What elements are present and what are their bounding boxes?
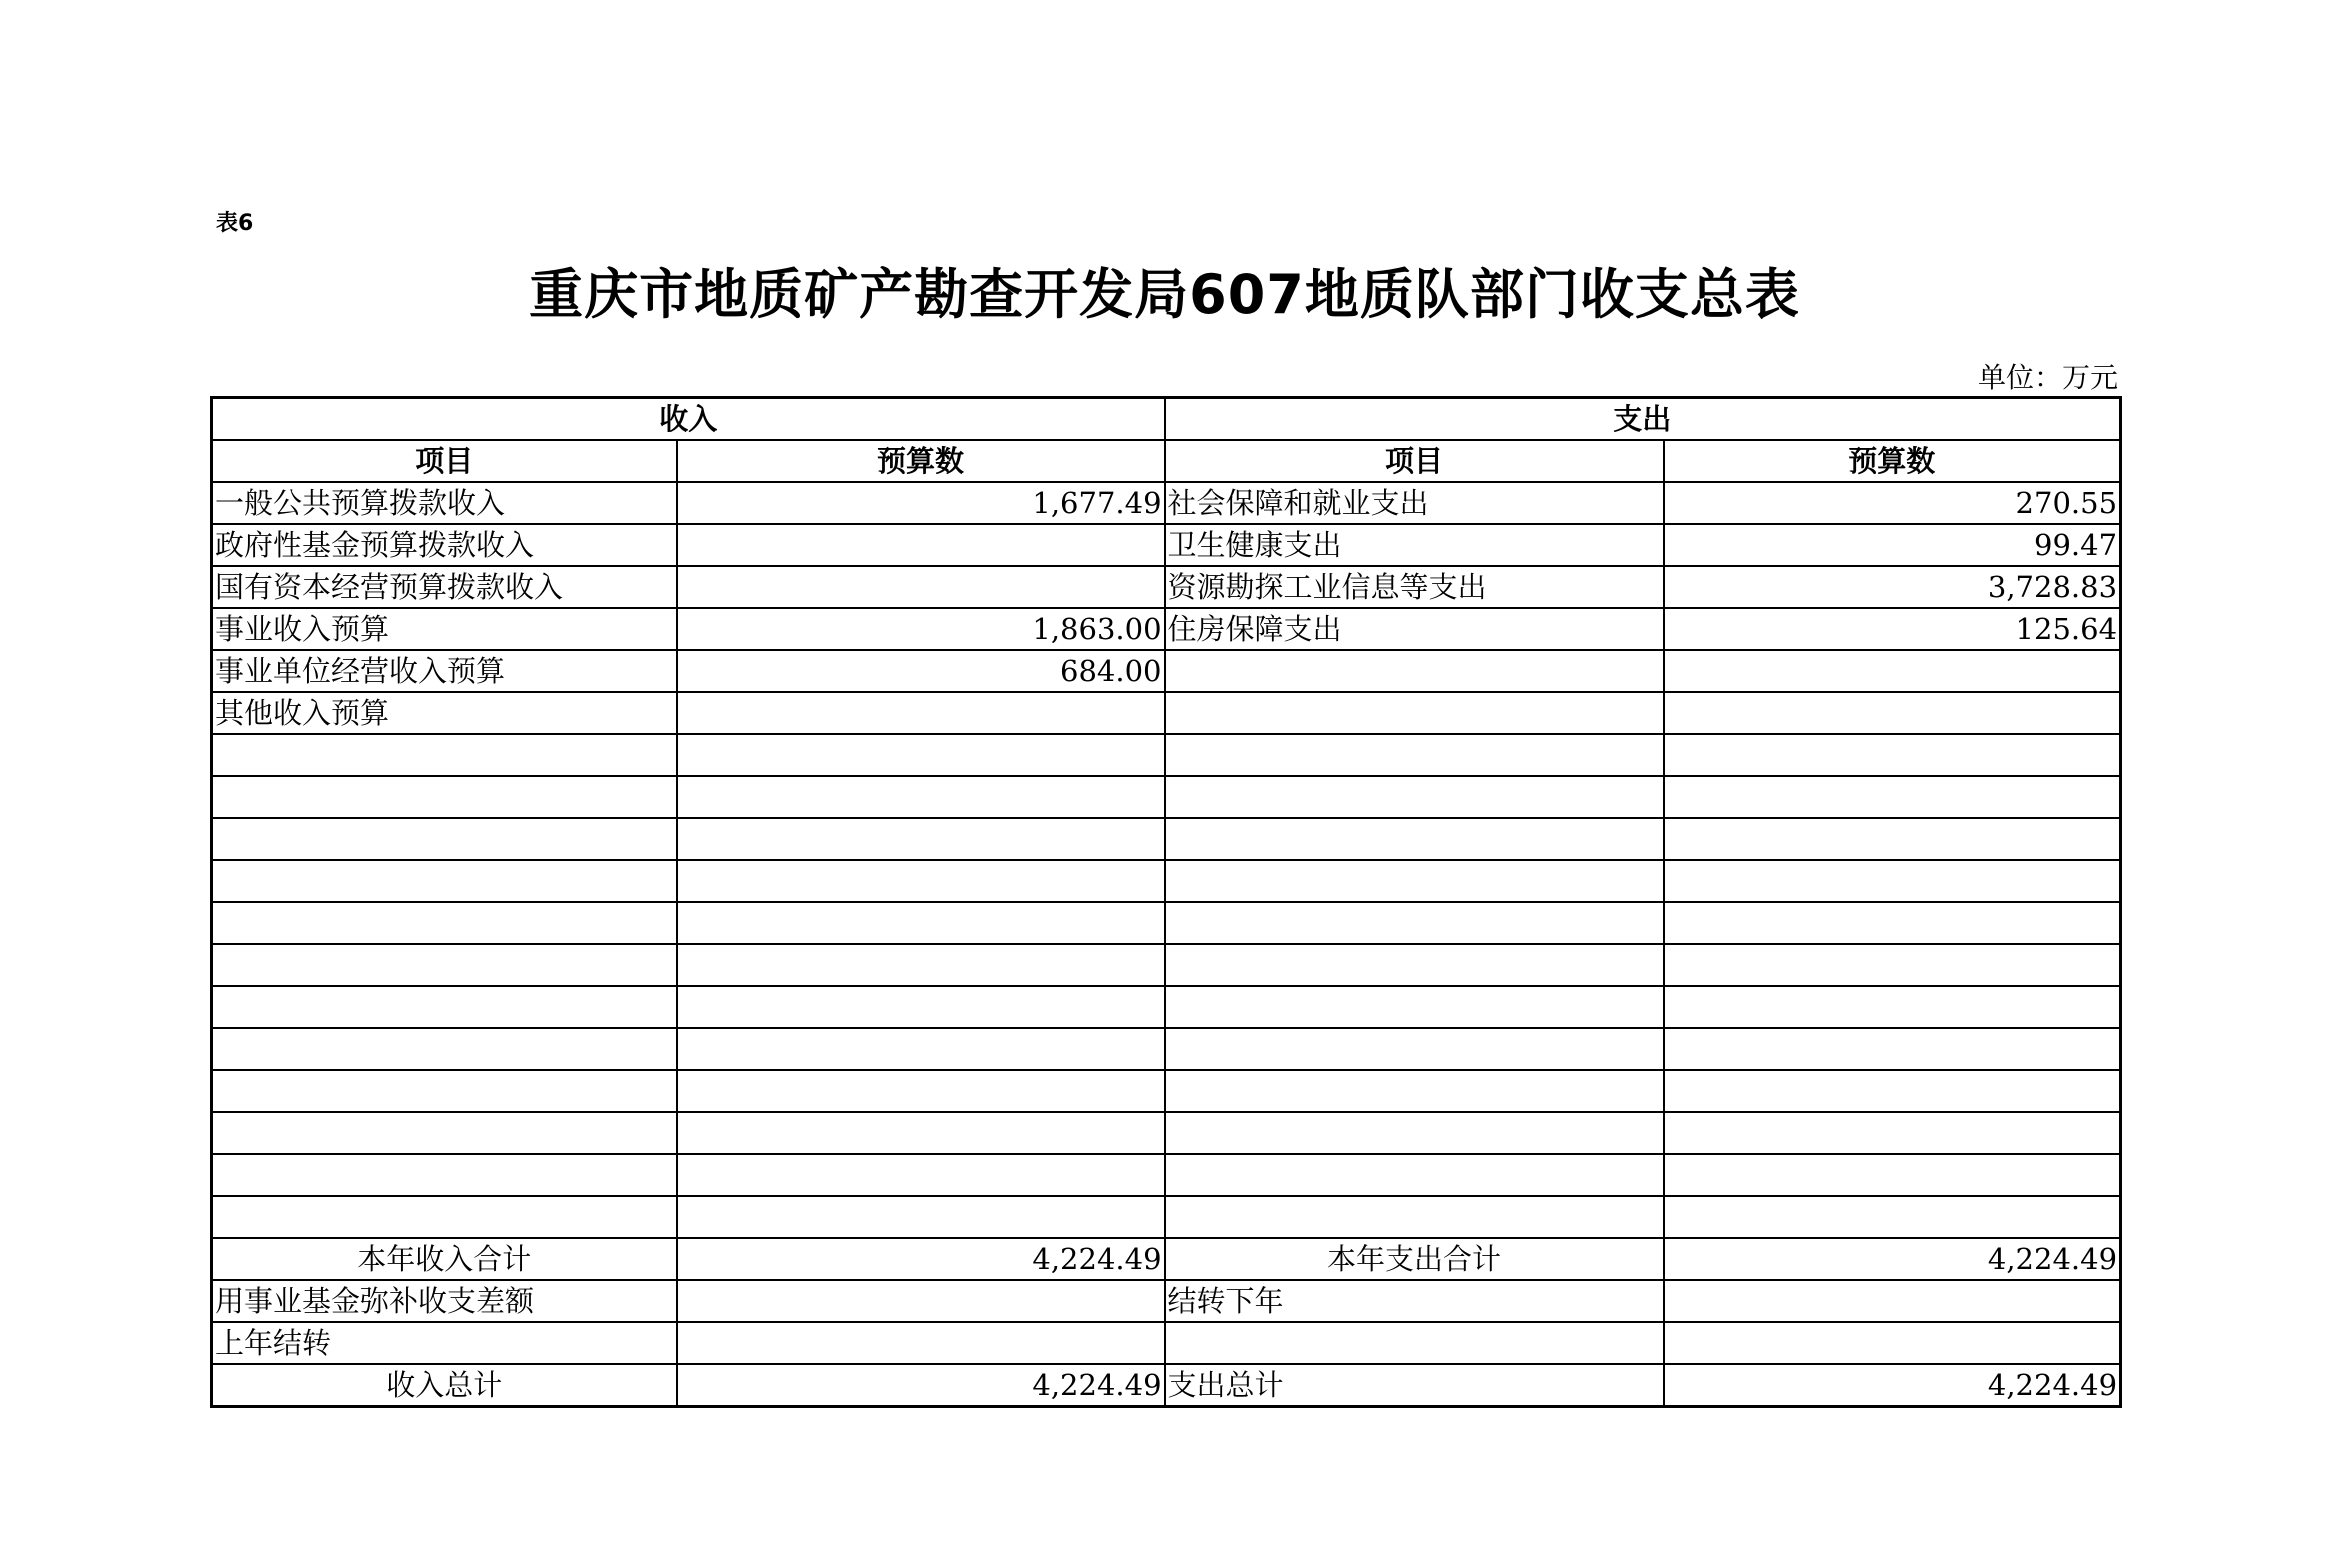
expense-item-cell bbox=[1165, 692, 1664, 734]
table-row bbox=[212, 482, 2121, 524]
table-row bbox=[212, 1196, 2121, 1238]
expense-item-cell bbox=[1165, 860, 1664, 902]
table-number: 表6 bbox=[216, 211, 254, 236]
income-amount-cell bbox=[677, 776, 1165, 818]
income-item-cell: 一般公共预算拨款收入 bbox=[212, 482, 677, 524]
expense-amount-cell bbox=[1664, 986, 2121, 1028]
income-item-cell bbox=[212, 1196, 677, 1238]
expense-item-cell bbox=[1165, 1322, 1664, 1364]
table-row bbox=[212, 986, 2121, 1028]
expense-item-cell bbox=[1165, 818, 1664, 860]
expense-item-cell bbox=[1165, 776, 1664, 818]
income-amount-cell: 4,224.49 bbox=[677, 1238, 1165, 1280]
income-item-cell: 用事业基金弥补收支差额 bbox=[212, 1280, 677, 1322]
income-item-header: 项目 bbox=[212, 440, 677, 482]
income-item-cell: 收入总计 bbox=[212, 1364, 677, 1407]
expense-amount-cell bbox=[1664, 1280, 2121, 1322]
expense-amount-cell: 99.47 bbox=[1664, 524, 2121, 566]
table-row bbox=[212, 650, 2121, 692]
expense-amount-cell bbox=[1664, 1322, 2121, 1364]
income-amount-cell bbox=[677, 1028, 1165, 1070]
income-amount-cell bbox=[677, 860, 1165, 902]
income-item-cell: 其他收入预算 bbox=[212, 692, 677, 734]
expense-budget-header: 预算数 bbox=[1664, 440, 2121, 482]
income-amount-cell: 1,677.49 bbox=[677, 482, 1165, 524]
expense-amount-cell bbox=[1664, 944, 2121, 986]
income-budget-header: 预算数 bbox=[677, 440, 1165, 482]
income-item-cell bbox=[212, 1112, 677, 1154]
expense-amount-cell: 4,224.49 bbox=[1664, 1364, 2121, 1407]
expense-header: 支出 bbox=[1165, 398, 2121, 441]
expense-amount-cell bbox=[1664, 902, 2121, 944]
expense-item-cell: 支出总计 bbox=[1165, 1364, 1664, 1407]
expense-item-cell bbox=[1165, 1028, 1664, 1070]
expense-item-cell: 住房保障支出 bbox=[1165, 608, 1664, 650]
income-amount-cell bbox=[677, 902, 1165, 944]
table-row bbox=[212, 1112, 2121, 1154]
income-item-cell bbox=[212, 860, 677, 902]
expense-amount-cell bbox=[1664, 734, 2121, 776]
expense-amount-cell bbox=[1664, 860, 2121, 902]
header-row-group bbox=[212, 398, 2121, 441]
expense-amount-cell bbox=[1664, 818, 2121, 860]
page-title: 重庆市地质矿产勘查开发局607地质队部门收支总表 bbox=[529, 263, 1800, 326]
income-item-cell bbox=[212, 1028, 677, 1070]
income-item-cell: 事业收入预算 bbox=[212, 608, 677, 650]
income-amount-cell bbox=[677, 692, 1165, 734]
income-amount-cell bbox=[677, 818, 1165, 860]
expense-item-cell: 卫生健康支出 bbox=[1165, 524, 1664, 566]
income-item-cell bbox=[212, 1154, 677, 1196]
income-item-cell bbox=[212, 986, 677, 1028]
income-amount-cell bbox=[677, 1154, 1165, 1196]
income-amount-cell bbox=[677, 986, 1165, 1028]
adjust-row bbox=[212, 1322, 2121, 1364]
table-row bbox=[212, 776, 2121, 818]
income-amount-cell bbox=[677, 1322, 1165, 1364]
budget-table bbox=[210, 396, 2122, 1408]
unit-label: 单位：万元 bbox=[1977, 361, 2118, 394]
table-row bbox=[212, 1028, 2121, 1070]
expense-item-cell bbox=[1165, 944, 1664, 986]
expense-amount-cell: 3,728.83 bbox=[1664, 566, 2121, 608]
adjust-row bbox=[212, 1280, 2121, 1322]
expense-amount-cell bbox=[1664, 1196, 2121, 1238]
income-item-cell bbox=[212, 944, 677, 986]
income-item-cell: 事业单位经营收入预算 bbox=[212, 650, 677, 692]
income-amount-cell: 1,863.00 bbox=[677, 608, 1165, 650]
table-row bbox=[212, 734, 2121, 776]
income-item-cell bbox=[212, 776, 677, 818]
expense-amount-cell: 270.55 bbox=[1664, 482, 2121, 524]
income-amount-cell bbox=[677, 1196, 1165, 1238]
expense-amount-cell bbox=[1664, 1154, 2121, 1196]
expense-item-cell: 本年支出合计 bbox=[1165, 1238, 1664, 1280]
income-item-cell bbox=[212, 902, 677, 944]
income-amount-cell: 4,224.49 bbox=[677, 1364, 1165, 1407]
table-row bbox=[212, 1154, 2121, 1196]
expense-amount-cell: 125.64 bbox=[1664, 608, 2121, 650]
expense-item-cell bbox=[1165, 1196, 1664, 1238]
expense-item-cell: 社会保障和就业支出 bbox=[1165, 482, 1664, 524]
subtotal-row bbox=[212, 1238, 2121, 1280]
expense-item-cell: 结转下年 bbox=[1165, 1280, 1664, 1322]
income-amount-cell bbox=[677, 524, 1165, 566]
expense-item-header: 项目 bbox=[1165, 440, 1664, 482]
expense-item-cell bbox=[1165, 1154, 1664, 1196]
expense-amount-cell: 4,224.49 bbox=[1664, 1238, 2121, 1280]
total-row bbox=[212, 1364, 2121, 1407]
income-amount-cell: 684.00 bbox=[677, 650, 1165, 692]
table-row bbox=[212, 692, 2121, 734]
income-item-cell: 国有资本经营预算拨款收入 bbox=[212, 566, 677, 608]
table-row bbox=[212, 1070, 2121, 1112]
income-amount-cell bbox=[677, 1070, 1165, 1112]
income-item-cell bbox=[212, 1070, 677, 1112]
income-item-cell bbox=[212, 734, 677, 776]
table-row bbox=[212, 818, 2121, 860]
table-row bbox=[212, 524, 2121, 566]
table-row bbox=[212, 944, 2121, 986]
table-row bbox=[212, 608, 2121, 650]
expense-item-cell: 资源勘探工业信息等支出 bbox=[1165, 566, 1664, 608]
expense-amount-cell bbox=[1664, 1028, 2121, 1070]
income-amount-cell bbox=[677, 734, 1165, 776]
income-amount-cell bbox=[677, 1280, 1165, 1322]
header-row-columns bbox=[212, 440, 2121, 482]
expense-item-cell bbox=[1165, 734, 1664, 776]
expense-item-cell bbox=[1165, 1070, 1664, 1112]
expense-amount-cell bbox=[1664, 650, 2121, 692]
income-header: 收入 bbox=[212, 398, 1165, 441]
income-amount-cell bbox=[677, 1112, 1165, 1154]
table-row bbox=[212, 860, 2121, 902]
income-item-cell: 上年结转 bbox=[212, 1322, 677, 1364]
expense-amount-cell bbox=[1664, 1070, 2121, 1112]
income-item-cell: 本年收入合计 bbox=[212, 1238, 677, 1280]
income-item-cell bbox=[212, 818, 677, 860]
expense-amount-cell bbox=[1664, 692, 2121, 734]
income-item-cell: 政府性基金预算拨款收入 bbox=[212, 524, 677, 566]
expense-item-cell bbox=[1165, 1112, 1664, 1154]
expense-item-cell bbox=[1165, 986, 1664, 1028]
expense-amount-cell bbox=[1664, 1112, 2121, 1154]
income-amount-cell bbox=[677, 944, 1165, 986]
expense-item-cell bbox=[1165, 650, 1664, 692]
table-row bbox=[212, 566, 2121, 608]
expense-amount-cell bbox=[1664, 776, 2121, 818]
table-row bbox=[212, 902, 2121, 944]
income-amount-cell bbox=[677, 566, 1165, 608]
expense-item-cell bbox=[1165, 902, 1664, 944]
